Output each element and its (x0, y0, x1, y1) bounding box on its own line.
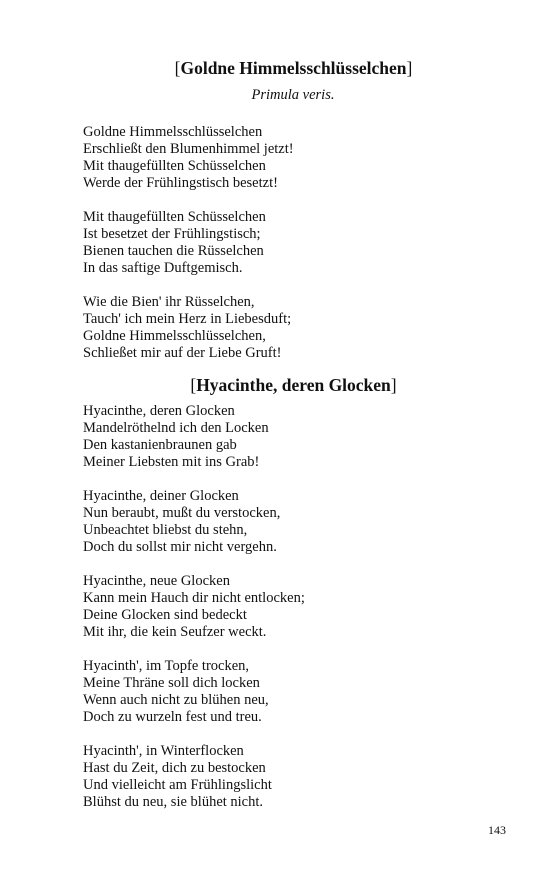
verse-line: Den kastanienbraunen gab (83, 437, 237, 453)
poem-title (37, 372, 550, 398)
title-bracket-open: [ (174, 58, 181, 78)
verse-line: Hyacinth', im Topfe trocken, (83, 658, 250, 674)
poem-goldne-himmelsschluesselchen (0, 55, 550, 379)
poem-title (37, 55, 550, 81)
page-number: 143 (488, 823, 506, 837)
verse-line: Wie die Bien' ihr Rüsselchen, (83, 294, 255, 310)
verse-line: Unbeachtet bliebst du stehn, (83, 522, 248, 538)
stanza (83, 743, 550, 811)
title-bracket-close: ] (390, 375, 397, 395)
verse-line: Hyacinthe, deiner Glocken (83, 488, 239, 504)
verse-line: Schließet mir auf der Liebe Gruft! (83, 345, 282, 361)
verse-line: Erschließt den Blumenhimmel jetzt! (83, 141, 294, 157)
verse-line: Goldne Himmelsschlüsselchen, (83, 328, 266, 344)
stanza (83, 573, 550, 641)
stanza (83, 488, 550, 556)
verse-line: Hast du Zeit, dich zu bestocken (83, 760, 266, 776)
verse-line: Kann mein Hauch dir nicht entlocken; (83, 590, 305, 606)
verse-line: Doch zu wurzeln fest und treu. (83, 709, 262, 725)
verse-line: Hyacinthe, deren Glocken (83, 403, 235, 419)
verse-line: Mit ihr, die kein Seufzer weckt. (83, 624, 267, 640)
stanza (83, 658, 550, 726)
poem-body (83, 403, 550, 811)
verse-line: Werde der Frühlingstisch besetzt! (83, 175, 278, 191)
verse-line: Meiner Liebsten mit ins Grab! (83, 454, 260, 470)
verse-line: Und vielleicht am Frühlingslicht (83, 777, 272, 793)
title-bracket-open: [ (190, 375, 197, 395)
verse-line: Ist besetzet der Frühlingstisch; (83, 226, 261, 242)
verse-line: Tauch' ich mein Herz in Liebesduft; (83, 311, 292, 327)
poem-title-text: Goldne Himmelsschlüsselchen (180, 58, 407, 78)
verse-line: Meine Thräne soll dich locken (83, 675, 260, 691)
poem-title-text: Hyacinthe, deren Glocken (196, 375, 391, 395)
verse-line: Mandelröthelnd ich den Locken (83, 420, 269, 436)
stanza (83, 209, 550, 277)
verse-line: In das saftige Duftgemisch. (83, 260, 243, 276)
verse-line: Blühst du neu, sie blühet nicht. (83, 794, 264, 810)
verse-line: Goldne Himmelsschlüsselchen (83, 124, 263, 140)
poem-body (83, 124, 550, 362)
stanza (83, 403, 550, 471)
verse-line: Mit thaugefüllten Schüsselchen (83, 158, 266, 174)
poem-hyacinthe-deren-glocken (0, 372, 550, 828)
stanza (83, 294, 550, 362)
verse-line: Wenn auch nicht zu blühen neu, (83, 692, 269, 708)
verse-line: Mit thaugefüllten Schüsselchen (83, 209, 266, 225)
verse-line: Bienen tauchen die Rüsselchen (83, 243, 264, 259)
title-bracket-close: ] (406, 58, 413, 78)
verse-line: Deine Glocken sind bedeckt (83, 607, 247, 623)
verse-line: Doch du sollst mir nicht vergehn. (83, 539, 277, 555)
poem-subtitle: Primula veris. (251, 87, 335, 103)
verse-line: Hyacinthe, neue Glocken (83, 573, 230, 589)
verse-line: Nun beraubt, mußt du verstocken, (83, 505, 281, 521)
stanza (83, 124, 550, 192)
verse-line: Hyacinth', in Winterflocken (83, 743, 244, 759)
